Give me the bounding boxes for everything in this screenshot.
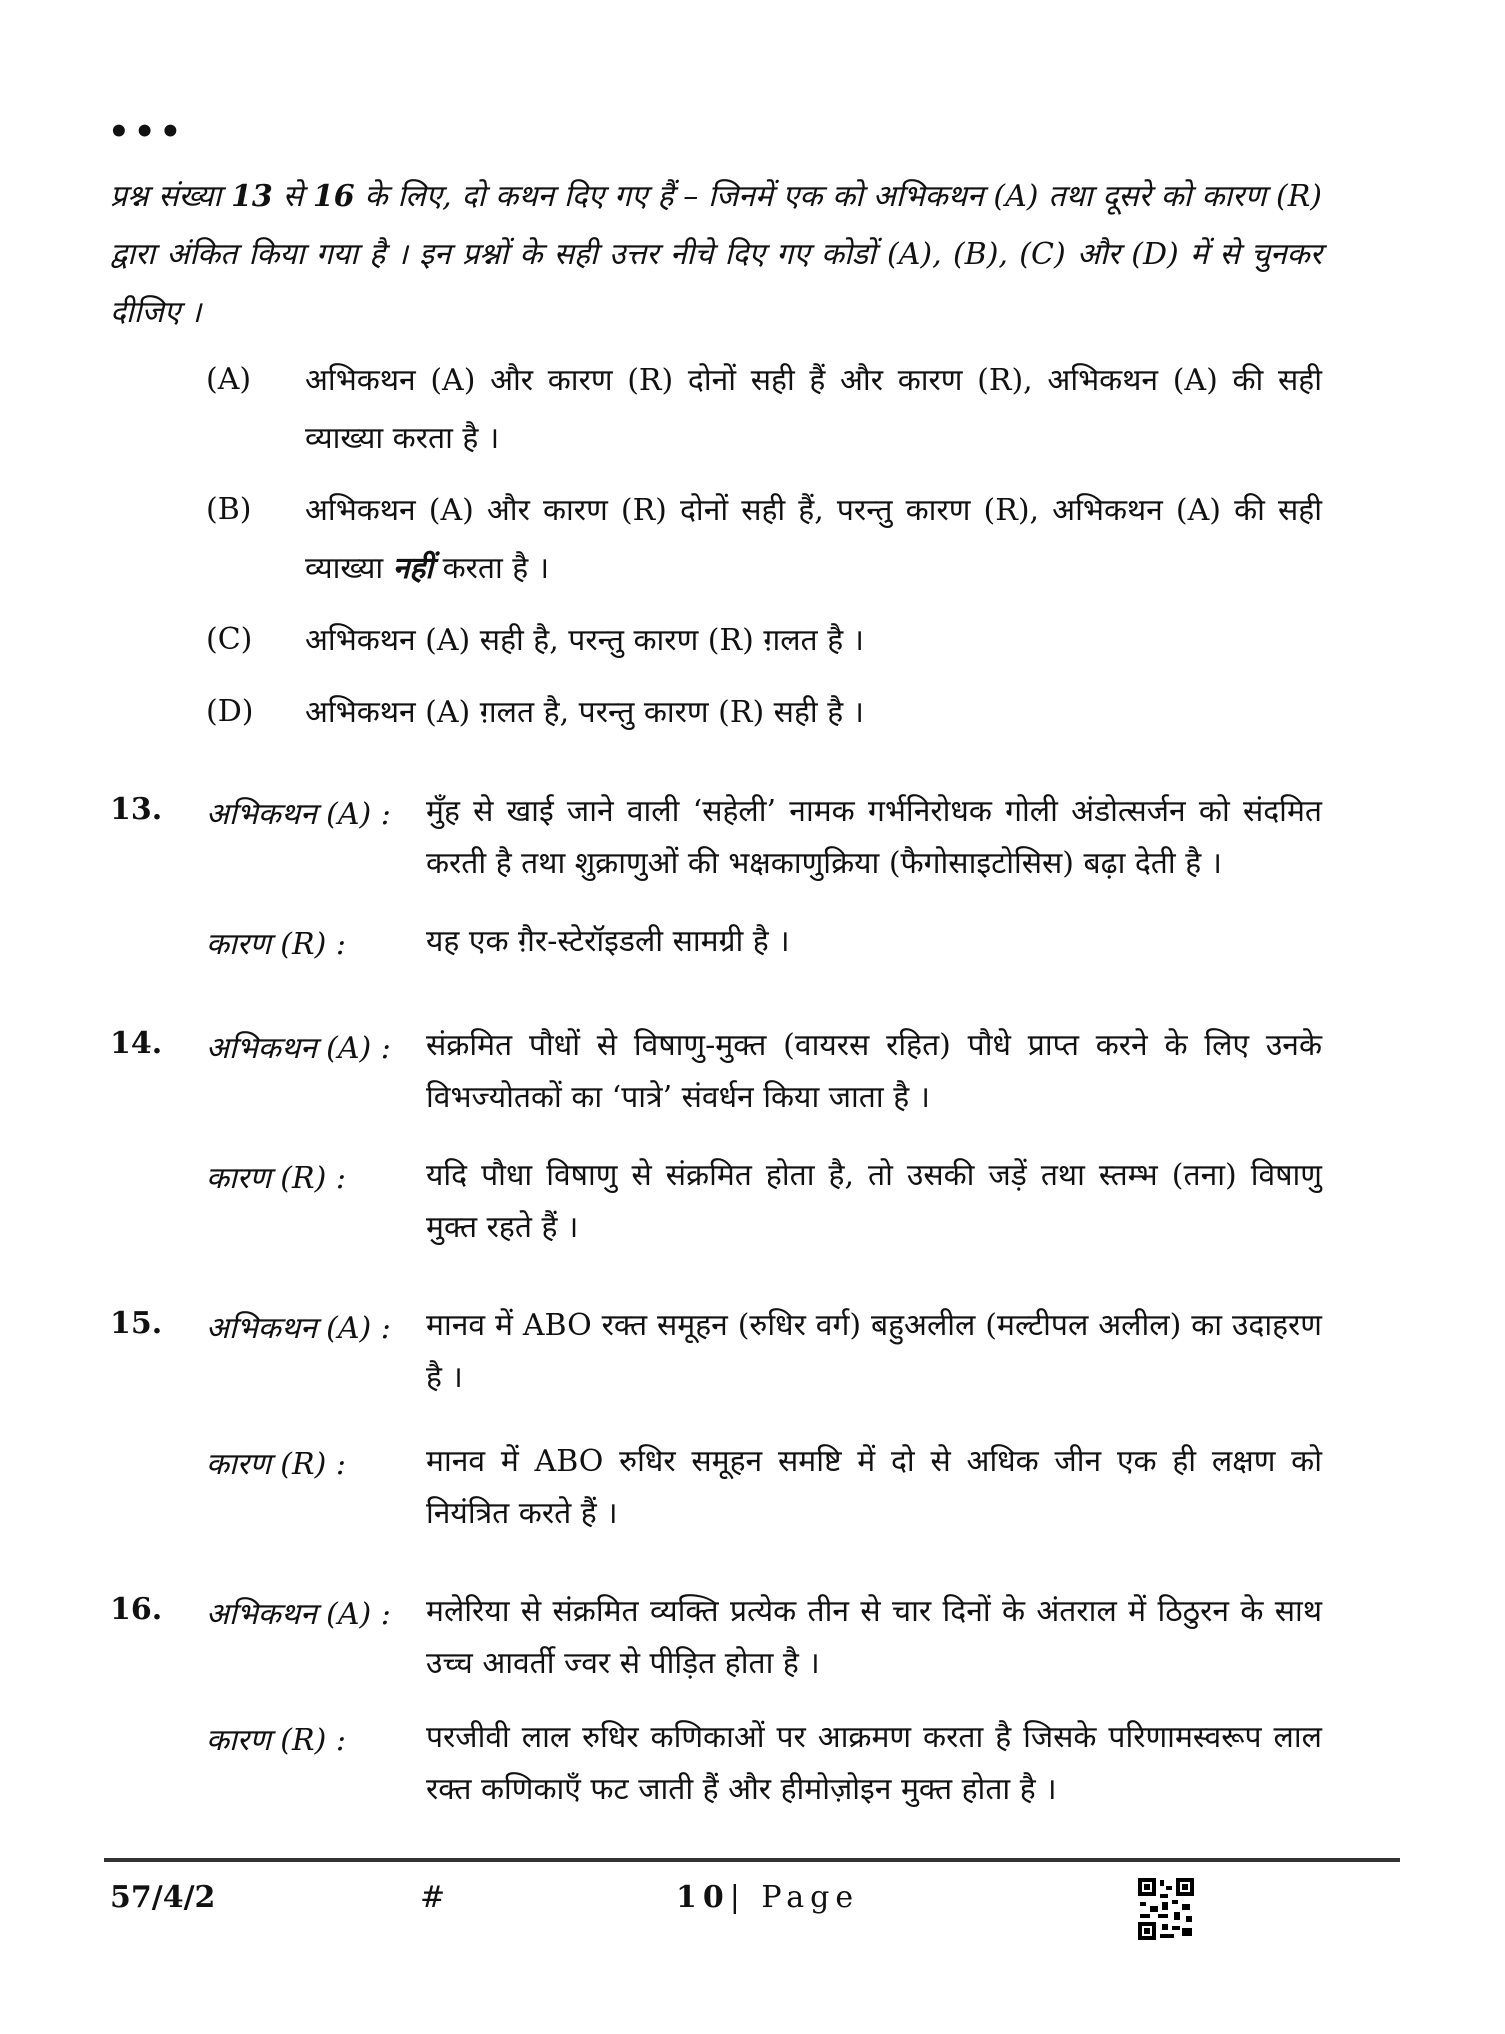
assertion-text: मलेरिया से संक्रमित व्यक्ति प्रत्येक तीन से चार दिनों के अंतराल में ठिठुरन के साथ उच्च आवर्ती ज्वर से पीड़ित होता है । <box>426 1594 1322 1681</box>
option-text-part: अभिकथन (A) और कारण (R) दोनों सही हैं, परन्तु कारण (R), अभिकथन (A) की सही व्याख्या <box>305 493 1322 586</box>
question-to: 16 <box>312 179 355 214</box>
question-from: 13 <box>231 179 273 214</box>
option-text-part: करता है । <box>433 551 550 586</box>
qr-code-icon <box>1138 1878 1194 1940</box>
page-number-value: 10 <box>676 1880 730 1915</box>
page-label: | Page <box>729 1880 860 1915</box>
footer-divider <box>104 1858 1400 1862</box>
reason-text: यह एक ग़ैर-स्टेरॉइडली सामग्री है । <box>426 924 790 959</box>
option-label: (B) <box>206 492 252 527</box>
assertion-label: अभिकथन (A) : <box>206 1031 391 1066</box>
reason-label: कारण (R) : <box>206 927 346 962</box>
question-number: 13. <box>110 792 163 827</box>
reason-text: मानव में ABO रुधिर समूहन समष्टि में दो से अधिक जीन एक ही लक्षण को नियंत्रित करते हैं । <box>426 1444 1322 1531</box>
instructions-text: के लिए, दो कथन दिए गए हैं – जिनमें एक को अभिकथन (A) तथा दूसरे को कारण (R) द्वारा अंकित किया गया है । इन प्रश्नों के सही उत्तर नीचे दिए गए कोडों (A), (B), (C) और (D) में से चुनकर दीजिए । <box>110 179 1322 330</box>
assertion-label: अभिकथन (A) : <box>206 1311 391 1346</box>
instructions <box>110 168 1322 342</box>
reason-label: कारण (R) : <box>206 1161 346 1196</box>
assertion-label: अभिकथन (A) : <box>206 797 391 832</box>
option-text <box>305 482 1322 598</box>
assertion-text: मुँह से खाई जाने वाली ‘सहेली’ नामक गर्भनिरोधक गोली अंडोत्सर्जन को संदमित करती है तथा शुक्राणुओं की भक्षकाणुक्रिया (फैगोसाइटोसिस) बढ़ा देती है । <box>426 794 1322 881</box>
assertion-text: मानव में ABO रक्त समूहन (रुधिर वर्ग) बहुअलील (मल्टीपल अलील) का उदाहरण है । <box>426 1308 1322 1395</box>
question-number: 14. <box>110 1026 163 1061</box>
reason-label: कारण (R) : <box>206 1723 346 1758</box>
page-number <box>676 1880 859 1915</box>
option-text: अभिकथन (A) ग़लत है, परन्तु कारण (R) सही है । <box>305 695 865 730</box>
option-label: (D) <box>206 694 254 729</box>
assertion-text: संक्रमित पौधों से विषाणु-मुक्त (वायरस रहित) पौधे प्राप्त करने के लिए उनके विभज्योतकों का ‘पात्रे’ संवर्धन किया जाता है । <box>426 1028 1322 1115</box>
paper-code: 57/4/2 <box>110 1880 216 1915</box>
question-number: 16. <box>110 1592 163 1627</box>
reason-label: कारण (R) : <box>206 1447 346 1482</box>
option-label: (C) <box>206 622 253 657</box>
option-text: अभिकथन (A) और कारण (R) दोनों सही हैं और कारण (R), अभिकथन (A) की सही व्याख्या करता है । <box>305 363 1322 456</box>
option-text: अभिकथन (A) सही है, परन्तु कारण (R) ग़लत है । <box>305 623 865 658</box>
question-number: 15. <box>110 1306 163 1341</box>
footer-hash: # <box>420 1880 446 1915</box>
instructions-text: से <box>272 179 313 214</box>
ellipsis-marker: ••• <box>108 112 186 152</box>
reason-text: यदि पौधा विषाणु से संक्रमित होता है, तो उसकी जड़ें तथा स्तम्भ (तना) विषाणु मुक्त रहते हैं । <box>426 1158 1322 1245</box>
reason-text: परजीवी लाल रुधिर कणिकाओं पर आक्रमण करता है जिसके परिणामस्वरूप लाल रक्त कणिकाएँ फट जाती हैं और हीमोज़ोइन मुक्त होता है । <box>426 1720 1322 1807</box>
option-emphasis: नहीं <box>392 551 434 586</box>
option-label: (A) <box>206 362 252 397</box>
instructions-text: प्रश्न संख्या <box>110 179 232 214</box>
assertion-label: अभिकथन (A) : <box>206 1597 391 1632</box>
